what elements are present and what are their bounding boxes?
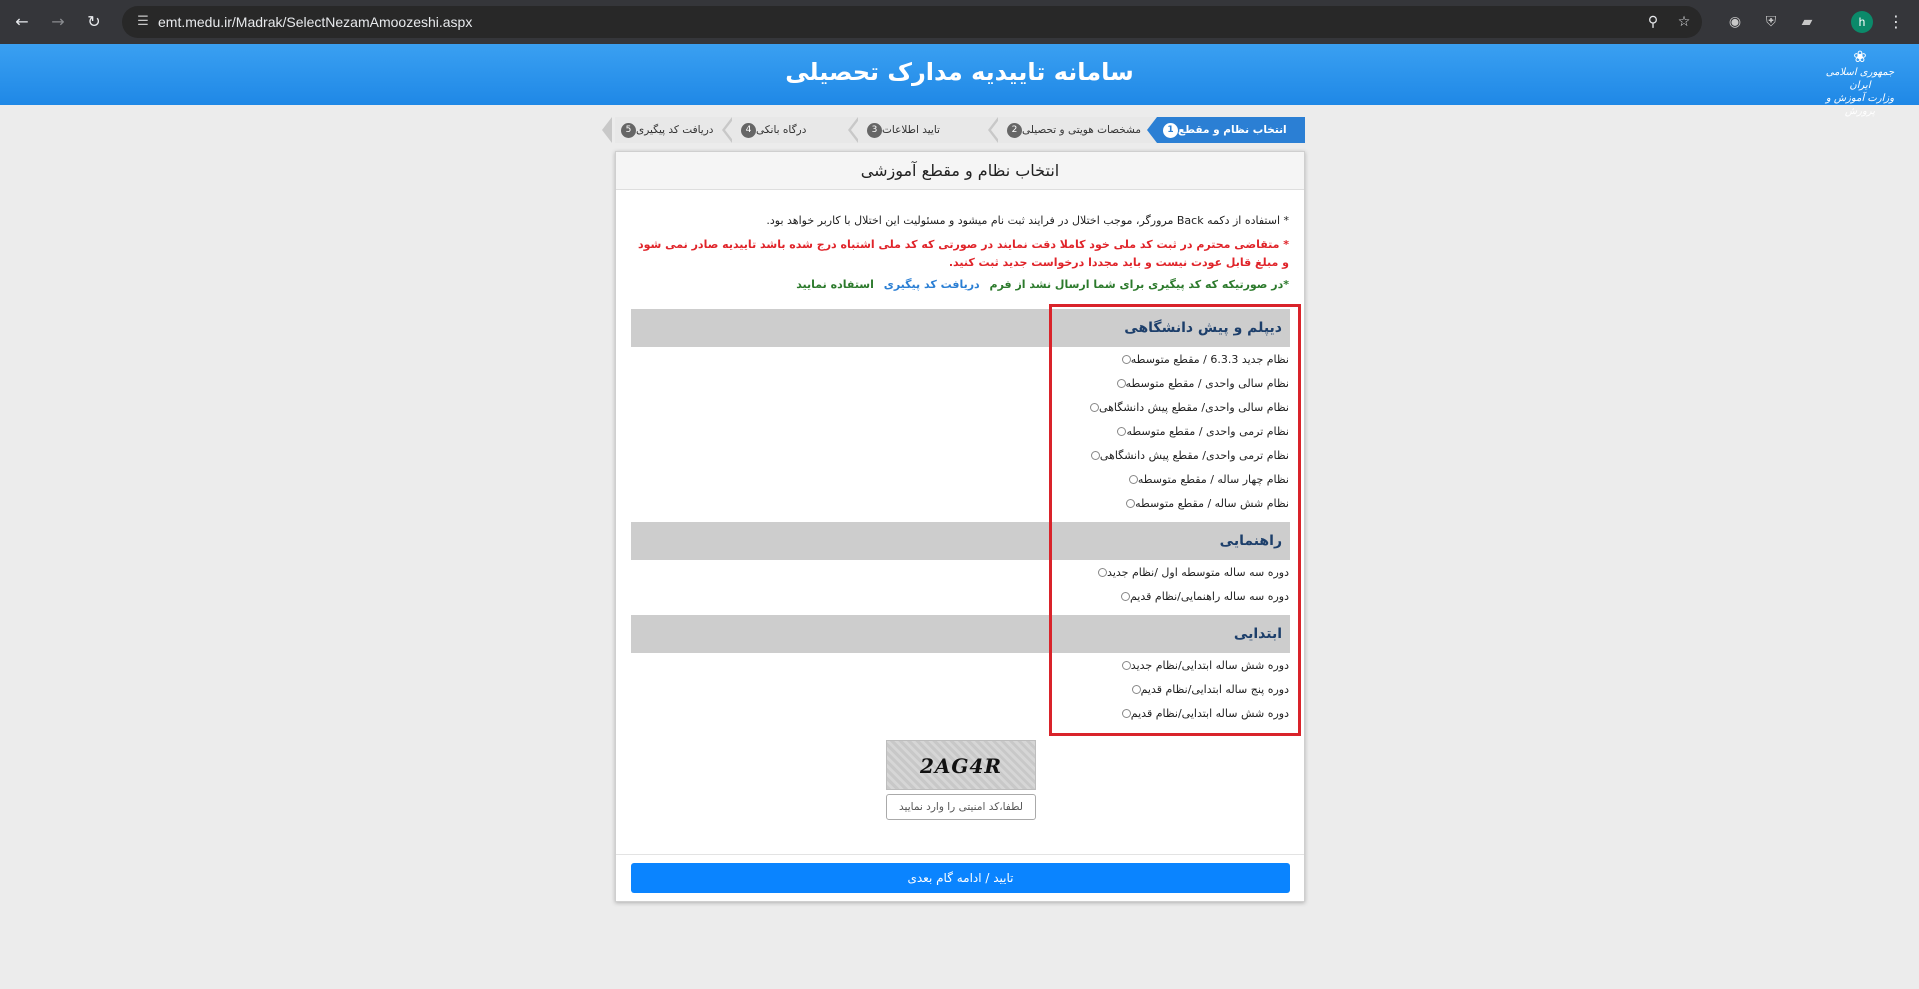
step-label: دریافت کد پیگیری bbox=[636, 124, 714, 136]
forward-arrow-icon[interactable]: → bbox=[51, 12, 65, 31]
bookmark-star-icon[interactable]: ☆ bbox=[1677, 14, 1691, 30]
option-label: دوره سه ساله متوسطه اول /نظام جدید bbox=[1107, 565, 1289, 579]
section-guidance-header bbox=[631, 522, 1290, 560]
step-confirm-info bbox=[861, 117, 1001, 143]
extension-icon[interactable]: ◉ bbox=[1728, 14, 1742, 30]
radio-button[interactable] bbox=[1090, 403, 1099, 412]
step-number: 1 bbox=[1163, 123, 1178, 138]
option-term-unit-preuniversity[interactable] bbox=[1089, 447, 1289, 463]
national-code-warning: * متقاضی محترم در ثبت کد ملی خود کاملا دقت نمایند در صورتی که کد ملی اشتباه درج شده باشد تاییدیه صادر نمی شود و مبلغ قابل عودت نیست و باید مجددا درخواست جدید ثبت کنید. bbox=[637, 238, 1289, 269]
iran-emblem-icon: ❀ bbox=[1853, 47, 1867, 66]
radio-button[interactable] bbox=[1122, 355, 1131, 364]
section-title: ابتدایی bbox=[1233, 626, 1282, 642]
option-six-year-primary-new[interactable] bbox=[1120, 657, 1289, 673]
ministry-logo bbox=[1815, 47, 1905, 117]
option-label: نظام شش ساله / مقطع متوسطه bbox=[1135, 496, 1289, 510]
browser-menu-icon[interactable]: ⋮ bbox=[1888, 12, 1904, 31]
tracking-notice-suffix: استفاده نمایید bbox=[796, 278, 874, 291]
option-label: دوره شش ساله ابتدایی/نظام جدید bbox=[1130, 658, 1289, 672]
option-four-year-secondary[interactable] bbox=[1127, 471, 1289, 487]
option-annual-unit-preuniversity[interactable] bbox=[1088, 399, 1289, 415]
step-label: درگاه بانکی bbox=[756, 124, 807, 136]
step-number: 5 bbox=[621, 123, 636, 138]
site-info-icon[interactable]: ☰ bbox=[137, 14, 149, 29]
tracking-code-notice bbox=[629, 276, 1289, 294]
site-header bbox=[0, 44, 1919, 117]
section-diploma-header bbox=[631, 309, 1290, 347]
radio-button[interactable] bbox=[1117, 427, 1126, 436]
radio-button[interactable] bbox=[1126, 499, 1135, 508]
option-label: نظام ترمی واحدی / مقطع متوسطه bbox=[1126, 424, 1289, 438]
logo-text-ministry: وزارت آموزش و پرورش bbox=[1825, 93, 1895, 117]
tracking-notice-prefix: *در صورتیکه که کد پیگیری برای شما ارسال نشد از فرم bbox=[989, 278, 1289, 291]
step-label: مشخصات هویتی و تحصیلی bbox=[1022, 124, 1142, 136]
panel-title: انتخاب نظام و مقطع آموزشی bbox=[616, 152, 1304, 190]
selection-panel bbox=[615, 151, 1305, 902]
logo-text-country: جمهوری اسلامی ایران bbox=[1825, 67, 1895, 91]
section-title: دیپلم و پیش دانشگاهی bbox=[1124, 320, 1282, 336]
browser-toolbar bbox=[0, 0, 1919, 44]
step-number: 3 bbox=[867, 123, 882, 138]
radio-button[interactable] bbox=[1098, 568, 1107, 577]
option-label: نظام سالی واحدی / مقطع متوسطه bbox=[1125, 376, 1289, 390]
option-label: نظام سالی واحدی/ مقطع پیش دانشگاهی bbox=[1098, 400, 1289, 414]
section-title: راهنمایی bbox=[1219, 533, 1282, 549]
site-title: سامانه تاییدیه مدارک تحصیلی bbox=[785, 58, 1134, 86]
section-primary-header bbox=[631, 615, 1290, 653]
step-select-system bbox=[1157, 117, 1305, 143]
back-button-notice: * استفاده از دکمه Back مرورگر، موجب اختلال در فرایند ثبت نام میشود و مسئولیت این اختلال با کاربر خواهد بود. bbox=[766, 214, 1289, 227]
option-six-year-primary-old[interactable] bbox=[1120, 705, 1289, 721]
get-tracking-code-link[interactable]: دریافت کد پیگیری bbox=[883, 278, 980, 291]
option-six-year-secondary[interactable] bbox=[1124, 495, 1289, 511]
confirm-next-step-button[interactable]: تایید / ادامه گام بعدی bbox=[631, 863, 1290, 893]
reload-icon[interactable]: ↻ bbox=[87, 12, 101, 31]
shield-extension-icon[interactable]: ⛨ bbox=[1765, 14, 1777, 30]
option-annual-unit-secondary[interactable] bbox=[1115, 375, 1289, 391]
step-tracking-code bbox=[615, 117, 735, 143]
option-label: نظام ترمی واحدی/ مقطع پیش دانشگاهی bbox=[1099, 448, 1289, 462]
profile-avatar[interactable]: h bbox=[1851, 11, 1873, 33]
radio-button[interactable] bbox=[1129, 475, 1138, 484]
option-label: دوره پنج ساله ابتدایی/نظام قدیم bbox=[1140, 682, 1289, 696]
option-label: نظام جدید 6.3.3 / مقطع متوسطه bbox=[1130, 352, 1289, 366]
back-arrow-icon[interactable]: ← bbox=[15, 12, 29, 31]
option-three-year-middle-new[interactable] bbox=[1096, 564, 1289, 580]
step-bank-gateway bbox=[735, 117, 861, 143]
step-identity-info bbox=[1001, 117, 1157, 143]
wizard-steps bbox=[615, 117, 1305, 143]
option-five-year-primary-old[interactable] bbox=[1130, 681, 1289, 697]
option-three-year-guidance-old[interactable] bbox=[1119, 588, 1289, 604]
option-new-633-secondary[interactable] bbox=[1120, 351, 1289, 367]
footer-divider bbox=[616, 854, 1304, 855]
step-label: انتخاب نظام و مقطع bbox=[1178, 124, 1287, 136]
option-term-unit-secondary[interactable] bbox=[1115, 423, 1289, 439]
radio-button[interactable] bbox=[1091, 451, 1100, 460]
radio-button[interactable] bbox=[1132, 685, 1141, 694]
option-label: نظام چهار ساله / مقطع متوسطه bbox=[1137, 472, 1289, 486]
option-label: دوره سه ساله راهنمایی/نظام قدیم bbox=[1129, 589, 1289, 603]
address-bar[interactable] bbox=[122, 6, 1702, 38]
radio-button[interactable] bbox=[1122, 661, 1131, 670]
radio-button[interactable] bbox=[1122, 709, 1131, 718]
captcha-input[interactable] bbox=[886, 794, 1036, 820]
step-number: 4 bbox=[741, 123, 756, 138]
captcha-image: 2AG4R bbox=[886, 740, 1036, 790]
step-number: 2 bbox=[1007, 123, 1022, 138]
option-label: دوره شش ساله ابتدایی/نظام قدیم bbox=[1130, 706, 1289, 720]
step-label: تایید اطلاعات bbox=[882, 124, 940, 136]
puzzle-extensions-icon[interactable]: ▰ bbox=[1801, 14, 1813, 30]
radio-button[interactable] bbox=[1121, 592, 1130, 601]
radio-button[interactable] bbox=[1117, 379, 1126, 388]
address-url[interactable]: emt.medu.ir/Madrak/SelectNezamAmoozeshi.aspx bbox=[158, 14, 473, 30]
zoom-icon[interactable]: ⚲ bbox=[1647, 14, 1659, 30]
